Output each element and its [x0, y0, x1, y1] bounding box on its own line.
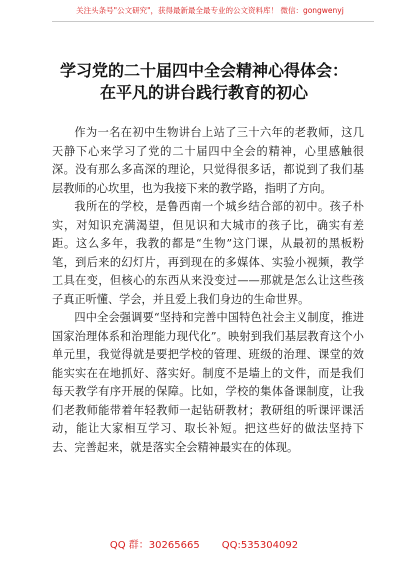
- header-divider: [52, 21, 374, 22]
- paragraph-1: 作为一名在初中生物讲台上站了三十六年的老教师，这几天静下心来学习了党的二十届四中全会的精神，心里感触很深。没有那么多高深的理论，只觉得很多话，都说到了我们基层教师的心坎里，也为我接下来的教学路，指明了方向。: [52, 126, 364, 195]
- footer: [0, 536, 408, 551]
- document-title-line-2: 在平凡的讲台践行教育的初心: [99, 83, 308, 102]
- footer-qq: QQ:535304092: [221, 540, 299, 551]
- paragraph-3: 四中全会强调要“坚持和完善中国特色社会主义制度，推进国家治理体系和治理能力现代化”。映射到我们基层教育这个小单元里，我觉得就是要把学校的管理、班级的治理、课堂的效能实实在在地抓好、落实好。制度不是墙上的文件，而是我们每天教学有序开展的保障。比如，学校的集体备课制度，让我们老教师能带着年轻教师一起钻研教材；教研组的听课评课活动，能让大家相互学习、取长补短。把这些好的做法坚持下去、完善起来，就是落实全会精神最实在的体现。: [52, 311, 364, 454]
- paragraph-2: 我所在的学校，是鲁西南一个城乡结合部的初中。孩子朴实，对知识充满渴望，但见识和大城市的孩子比，确实有差距。这么多年，我教的都是“生物”这门课，从最初的黑板粉笔，到后来的幻灯片，再到现在的多媒体、实验小视频，教学工具在变，但核心的东西从来没变过——那就是怎么让这些孩子真正听懂、学会，并且爱上我们身边的生命世界。: [52, 200, 364, 306]
- document-body: [52, 124, 364, 457]
- header-note: 关注头条号"公文研究"，获得最新最全最专业的公文资料库！ 微信：gongwenyj: [76, 6, 344, 15]
- footer-qq-group: QQ 群：30265665: [109, 540, 200, 551]
- document-title-line-1: 学习党的二十届四中全会精神心得体会：: [59, 61, 348, 80]
